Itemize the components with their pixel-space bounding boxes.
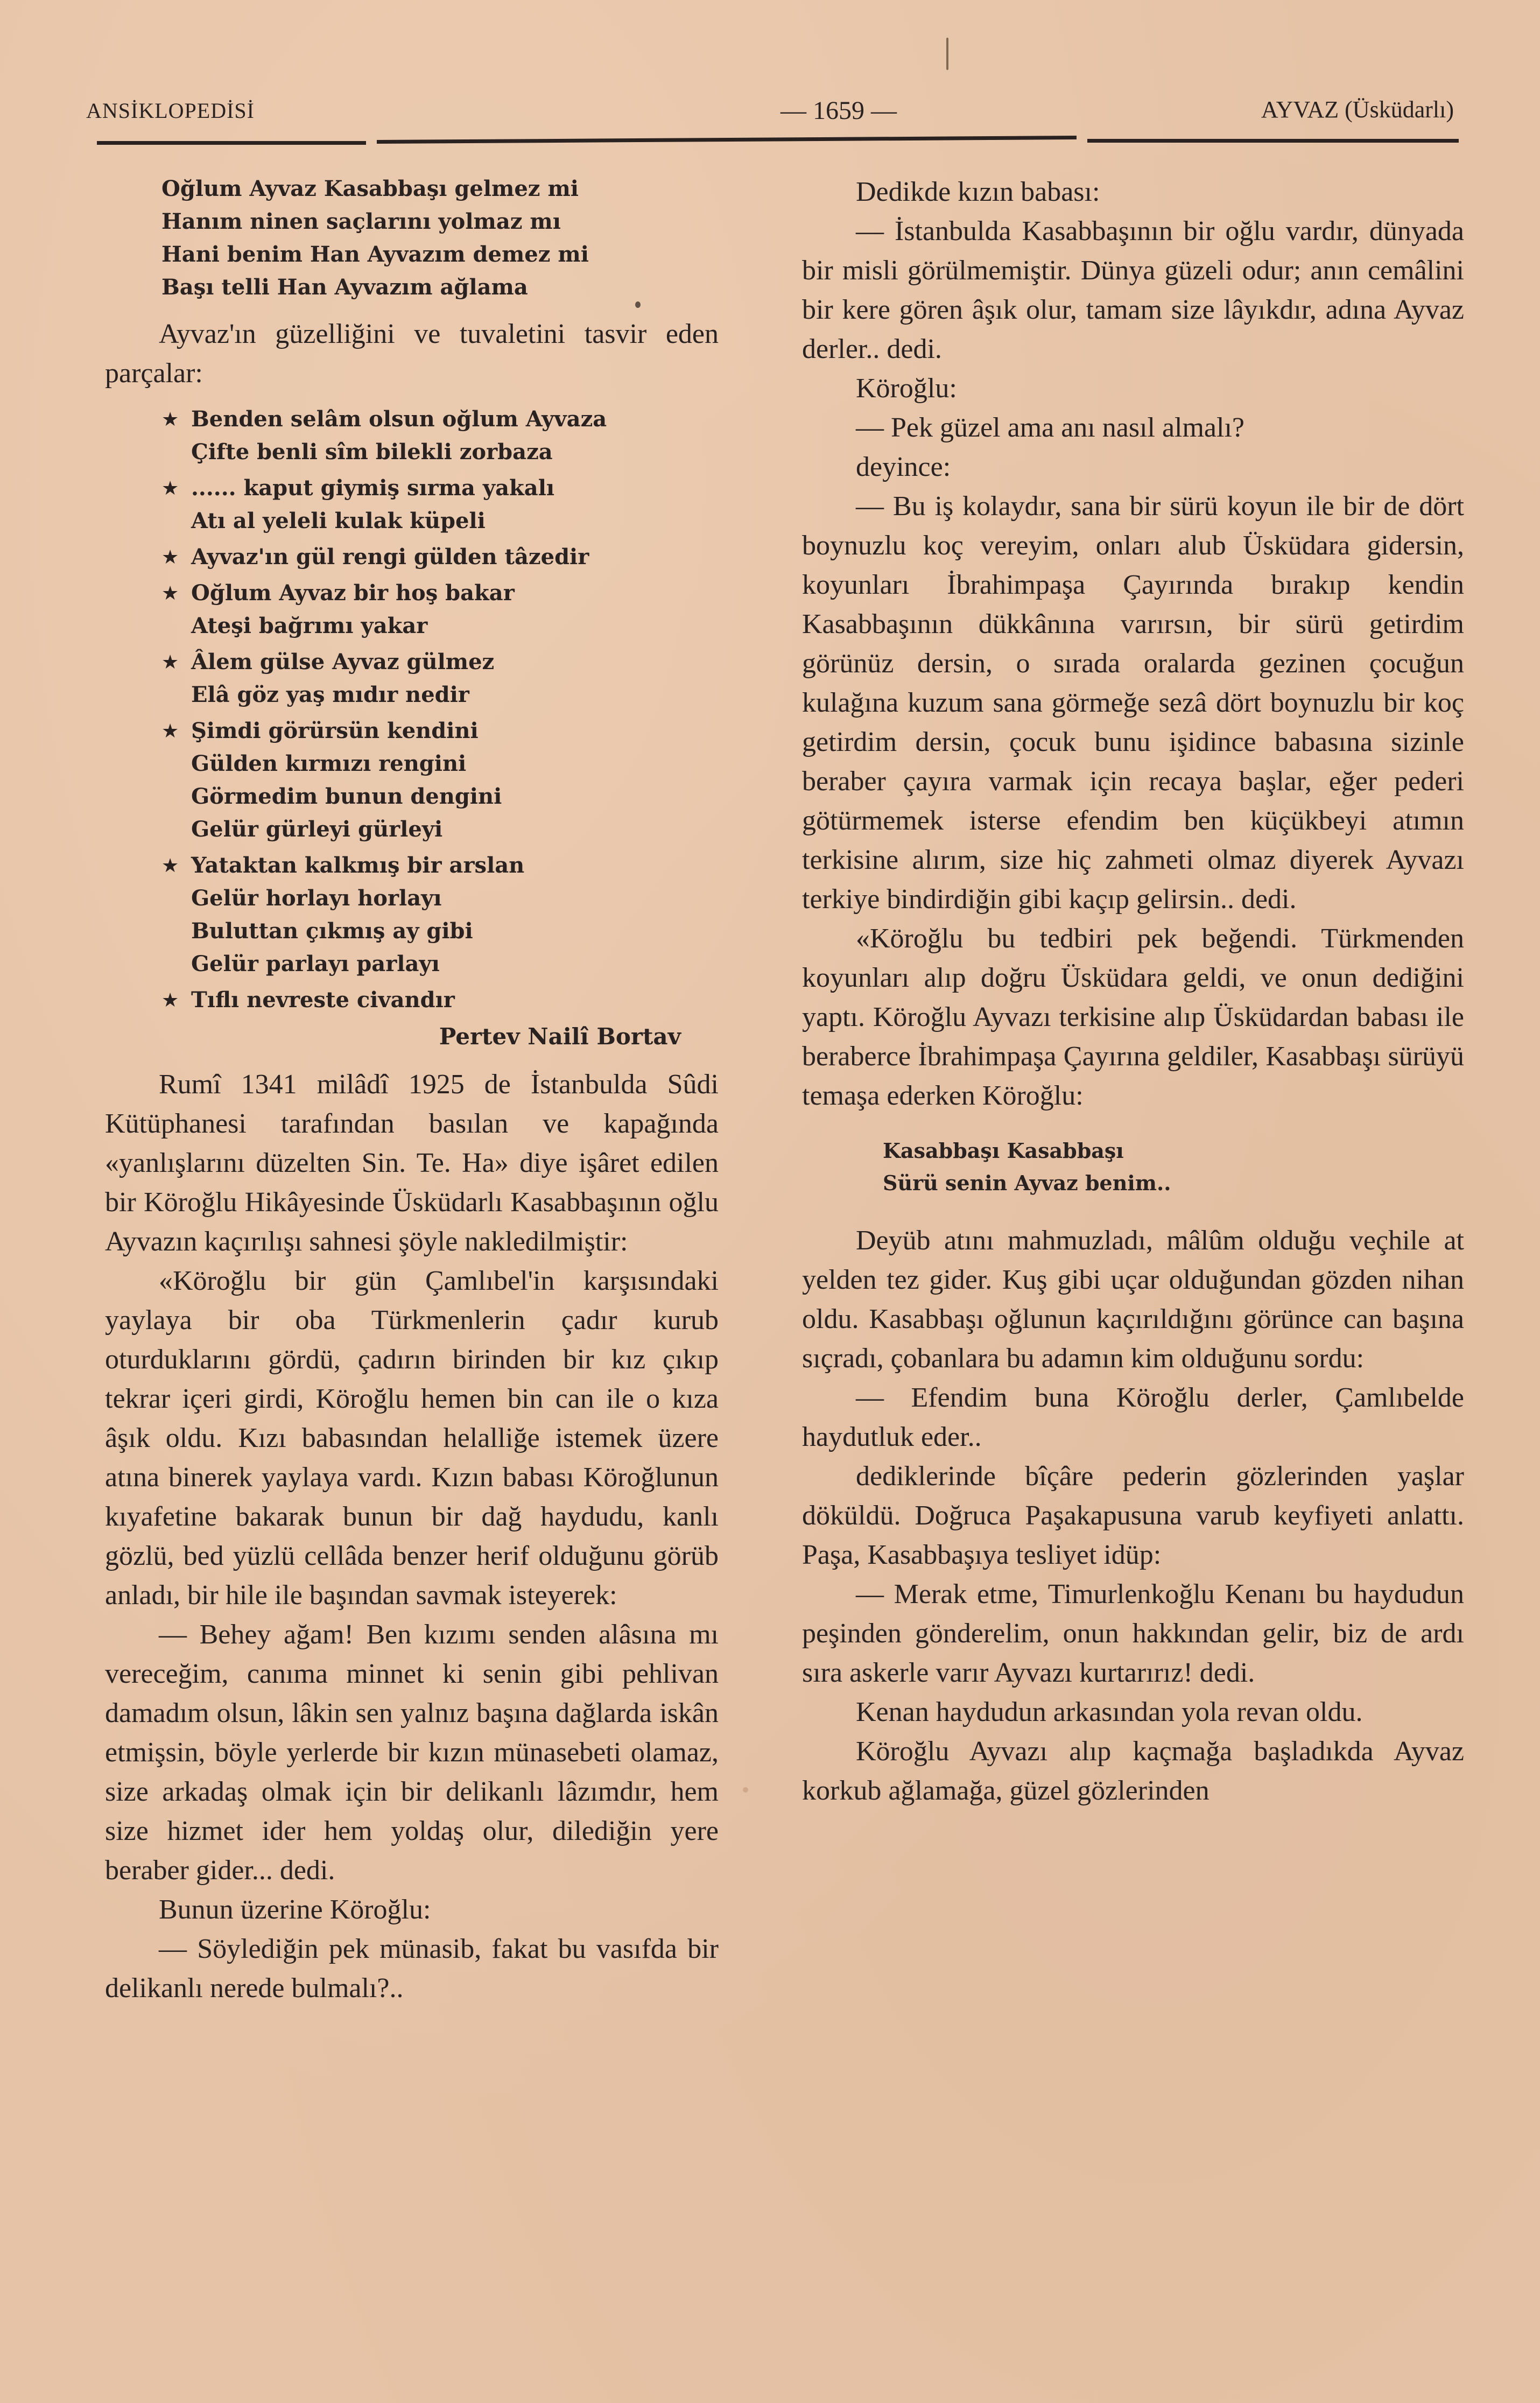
verse-line: Sürü senin Ayvaz benim.. [883, 1171, 1171, 1195]
body-paragraph: deyince: [856, 452, 951, 482]
verse-line: Ayvaz'ın gül rengi gülden tâzedir [191, 544, 589, 570]
verse-group [105, 849, 719, 980]
verse-line: Gülden kırmızı rengini [191, 751, 467, 776]
star-icon: ★ [161, 855, 179, 877]
verse-line: Tıflı nevreste civandır [191, 987, 455, 1013]
verse-line: Elâ göz yaş mıdır nedir [191, 682, 469, 707]
dialogue-paragraph: — Behey ağam! Ben kızımı senden alâsına mı vereceğim, canıma minnet ki senin gibi pehlivan damadım olsun, lâkin sen yalnız başına dağlarda iskân etmişsin, böyle yerlerde bir kızın münasebeti olamaz, size arkadaş olmak için bir delikanlı lâzımdır, hem size hizmet ider hem yoldaş olur, dilediğin yere beraber gider... dedi. [105, 1619, 719, 1886]
verse-line: Buluttan çıkmış ay gibi [191, 918, 473, 944]
verse-line: Âlem gülse Ayvaz gülmez [191, 649, 495, 674]
verse-group [105, 983, 719, 1016]
verse-group [105, 472, 719, 537]
body-paragraph: dediklerinde bîçâre pederin gözlerinden yaşlar döküldü. Doğruca Paşakapusuna varub keyfiyeti anlattı. Paşa, Kasabbaşıya tesliyet idüp: [802, 1461, 1464, 1570]
verse-line: Hani benim Han Ayvazım demez mi [161, 242, 589, 267]
running-head [86, 92, 1454, 129]
dialogue-paragraph: — Söylediğin pek münasib, fakat bu vasıfda bir delikanlı nerede bulmalı?.. [105, 1934, 719, 2004]
star-icon: ★ [161, 582, 179, 605]
star-icon: ★ [161, 720, 179, 742]
dialogue-paragraph: — Bu iş kolaydır, sana bir sürü koyun ile bir de dört boynuzlu koç vereyim, onları alub Üsküdara gidersin, koyunları İbrahimpaşa Çayırında bırakıp kendin Kasabbaşının dükkânına varırsın, bir sürü getirdim görünüz dersin, o sırada oralarda gezinen çocuğun kulağına kuzum sana görmeğe sezâ dört boynuzlu bir koç getirdim dersin, çocuk bunu işidince babasına sizinle beraber çayıra varmak için recaya başlar, eğer pederi götürmemek isterse efendim ben küçükbeyi atımın terkisine alırım, size hiç zahmeti olmaz diyerek Ayvazı terkiye bindirdiğin gibi kaçıp gelirsin.. dedi. [802, 491, 1464, 915]
author-signature: Pertev Nailî Bortav [439, 1023, 681, 1050]
star-icon: ★ [161, 546, 179, 568]
body-paragraph: Köroğlu Ayvazı alıp kaçmağa başladıkda Ayvaz korkub ağlamağa, güzel gözlerinden [802, 1736, 1464, 1806]
body-paragraph: Deyüb atını mahmuzladı, mâlûm olduğu veçhile at yelden tez gider. Kuş gibi uçar olduğundan gözden nihan oldu. Kasabbaşı oğlunun kaçırıldığını görünce can başına sıçradı, çobanlara bu adamın kim olduğunu sordu: [802, 1225, 1464, 1374]
verse-line: Gelür gürleyi gürleyi [191, 817, 443, 842]
dialogue-paragraph: — Efendim buna Köroğlu derler, Çamlıbelde haydutluk eder.. [802, 1382, 1464, 1452]
verse-line: Gelür parlayı parlayı [191, 951, 440, 976]
verse-line: Çifte benli sîm bilekli zorbaza [191, 439, 553, 465]
verse-group [105, 577, 719, 642]
body-paragraph: Kenan haydudun arkasından yola revan oldu. [856, 1697, 1363, 1727]
verse-line: Oğlum Ayvaz bir hoş bakar [191, 580, 515, 606]
left-column [105, 172, 719, 2008]
body-paragraph: Dedikde kızın babası: [856, 177, 1100, 207]
verse-line: ...... kaput giymiş sırma yakalı [191, 475, 555, 501]
page-number: — 1659 — [780, 96, 897, 125]
body-paragraph: Rumî 1341 milâdî 1925 de İstanbulda Sûdi Kütüphanesi tarafından basılan ve kapağında «yanlışlarını düzelten Sin. Te. Ha» diye işâret edilen bir Köroğlu Hikâyesinde Üsküdarlı Kasabbaşının oğlu Ayvazın kaçırılışı sahnesi şöyle nakledilmiştir: [105, 1069, 719, 1257]
verse-line: Atı al yeleli kulak küpeli [191, 508, 486, 533]
verse-group [105, 645, 719, 711]
verse-line: Oğlum Ayvaz Kasabbaşı gelmez mi [161, 176, 579, 201]
header-rule [1087, 139, 1459, 143]
verse-line: Gelür horlayı horlayı [191, 886, 442, 911]
verse-group [105, 714, 719, 846]
dialogue-paragraph: — Pek güzel ama anı nasıl almalı? [856, 412, 1244, 443]
running-head-entry: AYVAZ (Üsküdarlı) [1261, 96, 1454, 123]
verse-line: Yataktan kalkmış bir arslan [191, 853, 525, 878]
star-icon: ★ [161, 651, 179, 673]
verse-line: Şimdi görürsün kendini [191, 718, 479, 743]
body-paragraph: «Köroğlu bu tedbiri pek beğendi. Türkmenden koyunları alıp doğru Üsküdara geldi, ve onun dediğini yaptı. Köroğlu Ayvazı terkisine alıp Üsküdardan babası ile beraberce İbrahimpaşa Çayırına geldiler, Kasabbaşı sürüyü temaşa ederken Köroğlu: [802, 923, 1464, 1111]
verse-line: Hanım ninen saçlarını yolmaz mı [161, 209, 561, 234]
dialogue-paragraph: — Merak etme, Timurlenkoğlu Kenanı bu haydudun peşinden gönderelim, onun hakkından gelir, biz de ardı sıra askerle varır Ayvazı kurtarırız! dedi. [802, 1579, 1464, 1688]
body-paragraph: «Köroğlu bir gün Çamlıbel'in karşısındaki yaylaya bir oba Türkmenlerin çadır kurub oturduklarını gördü, çadırın birinden bir kız çıkıp tekrar içeri girdi, Köroğlu hemen bin can ile o kıza âşık oldu. Kızı babasından helalliğe istemek üzere atına binerek yaylaya vardı. Kızın babası Köroğlunun kıyafetine bakarak bunun bir dağ haydudu, kanlı gözlü, bed yüzlü cellâda benzer herif olduğunu görüb anladı, bir hile ile başından savmak isteyerek: [105, 1266, 719, 1611]
verse-groups [105, 403, 719, 1016]
right-column [802, 172, 1464, 1810]
dialogue-paragraph: — İstanbulda Kasabbaşının bir oğlu vardır, dünyada bir misli görülmemiştir. Dünya güzeli odur; anın cemâlini bir kere gören âşık olur, tamam size lâyıkdır, adına Ayvaz derler.. dedi. [802, 216, 1464, 364]
verse-line: Ateşi bağrımı yakar [191, 613, 428, 638]
paper-speck [946, 38, 948, 70]
star-icon: ★ [161, 477, 179, 500]
intro-paragraph: Ayvaz'ın güzelliğini ve tuvaletini tasvir eden parçalar: [105, 319, 719, 389]
header-rule [377, 136, 1077, 144]
opening-verse [161, 172, 719, 304]
body-paragraph: Bunun üzerine Köroğlu: [159, 1894, 431, 1925]
verse-group [105, 540, 719, 573]
verse-group [105, 403, 719, 468]
running-head-title: ANSİKLOPEDİSİ [86, 99, 255, 123]
paper-speck [743, 1787, 748, 1793]
body-paragraph: Köroğlu: [856, 373, 957, 404]
verse-line: Başı telli Han Ayvazım ağlama [161, 275, 528, 300]
verse-line: Görmedim bunun dengini [191, 784, 502, 809]
verse-line: Kasabbaşı Kasabbaşı [883, 1139, 1124, 1163]
paper-speck [635, 301, 641, 308]
star-icon: ★ [161, 409, 179, 431]
star-icon: ★ [161, 989, 179, 1011]
verse-line: Benden selâm olsun oğlum Ayvaza [191, 406, 607, 432]
header-rule [97, 141, 366, 145]
quoted-verse [883, 1135, 1464, 1199]
